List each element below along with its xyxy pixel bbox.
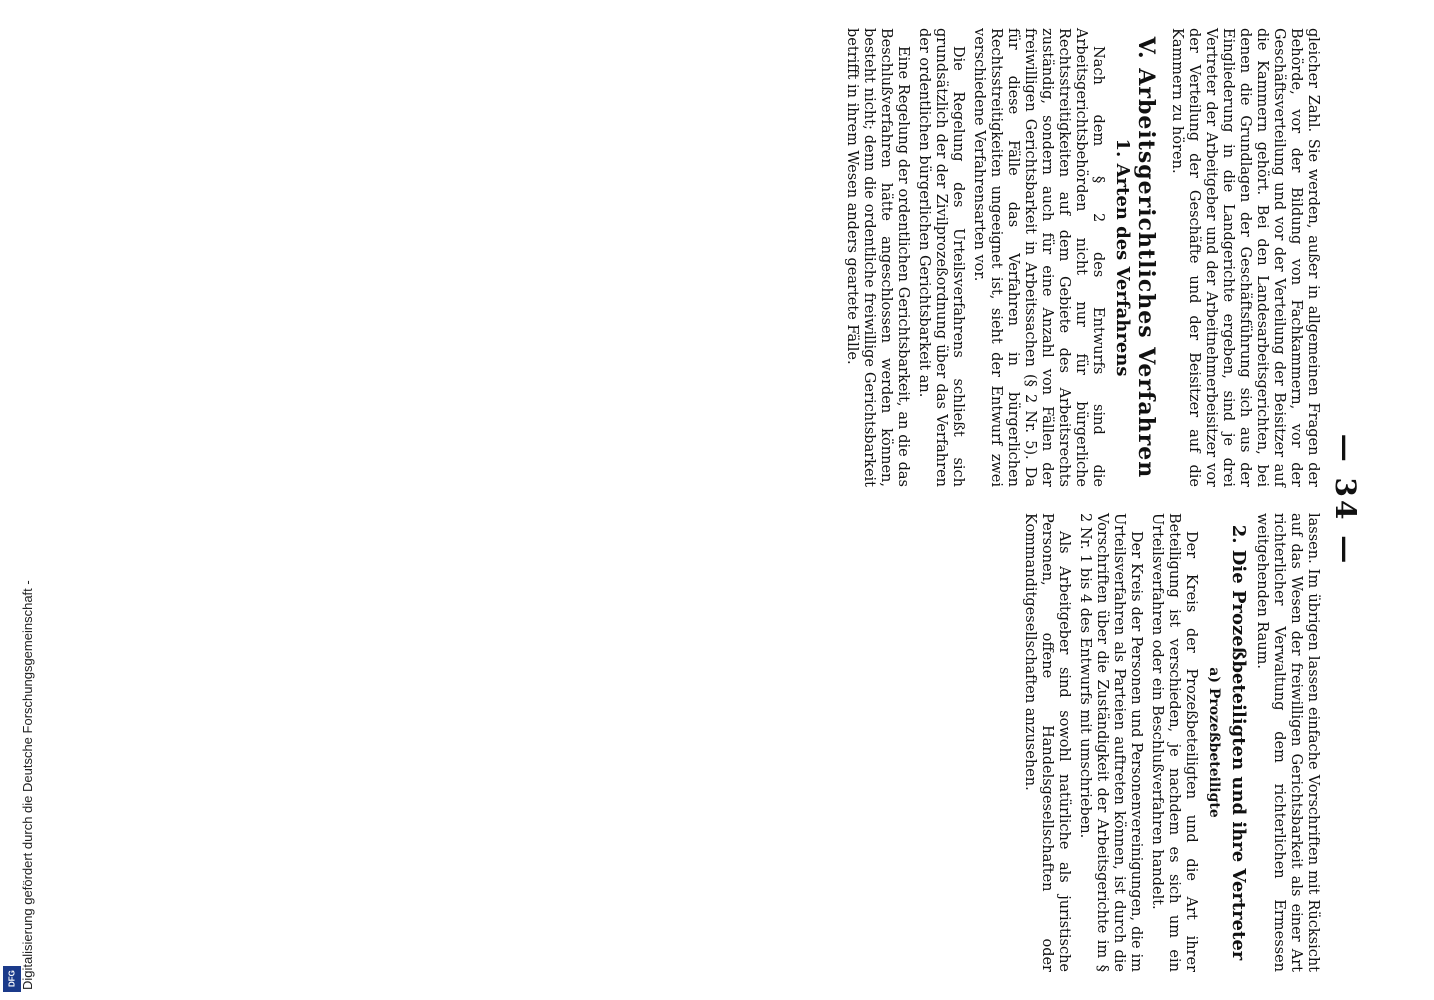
subsection-heading-2: 2. Die Prozeßbeteiligten und ihre Vertreter — [1228, 524, 1249, 961]
right-column — [839, 513, 1321, 972]
subsection-heading-2a: a) Prozeßbeteiligte — [1206, 667, 1222, 818]
right-paragraph-3: Als Arbeitgeber sind sowohl natürliche als juristische Personen, offene Handelsgesellschaften oder Kommanditgesellschaften anzusehen. — [1022, 513, 1072, 972]
right-intro-paragraph: lassen. Im übrigen lassen einfache Vorschriften mit Rücksicht auf das Wesen der freiwilligen Gerichtsbarkeit als einer Art richterlicher Verwaltung dem richterlichen Ermessen weitgehenden Raum. — [1254, 513, 1321, 972]
left-paragraph-3: Eine Regelung der ordentlichen Gerichtsbarkeit, an die das Beschlußverfahren hätte angeschlossen werden können, besteht nicht; denn die ordentliche freiwillige Gerichtsbarkeit betrifft in ihrem Wesen anders geartete Fälle. — [844, 28, 911, 487]
left-paragraph-1: Nach dem § 2 des Entwurfs sind die Arbeitsgerichtsbehörden nicht nur für bürgerliche Rechtsstreitigkeiten auf dem Gebiete des Arbeitsrechts zuständig, sondern auch für eine Anzahl von Fällen der freiwilligen Gerichtsbarkeit in Arbeitssachen (§ 2 Nr. 5). Da für diese Fälle das Verfahren in bürgerlichen Rechtsstreitigkeiten ungeeignet ist, sieht der Entwurf zwei verschiedene Verfahrensarten vor. — [971, 28, 1106, 487]
left-column — [839, 28, 1321, 487]
section-heading: V. Arbeitsgerichtliches Verfahren — [1133, 36, 1159, 479]
right-paragraph-1: Der Kreis der Prozeßbeteiligten und die Art ihrer Beteiligung ist verschieden, je nachdem es sich um ein Urteilsverfahren oder ein Beschlußverfahren handelt. — [1149, 513, 1199, 972]
right-paragraph-2: Der Kreis der Personen und Personenvereinigungen, die im Urteilsverfahren als Parteien auftreten können, ist durch die Vorschriften über die Zuständigkeit der Arbeitsgerichte im § 2 Nr. 1 bis 4 des Entwurfs mit umschrieben. — [1077, 513, 1144, 972]
digitization-note: Digitalisierung gefördert durch die Deutsche Forschungsgemeinschaft - — [20, 580, 35, 990]
left-intro-paragraph: gleicher Zahl. Sie werden, außer in allgemeinen Fragen der Behörde, vor der Bildung von Fachkammern, vor der Geschäftsverteilung und vor der Verteilung der Beisitzer auf die Kammern gehört. Bei den Landesarbeitsgerichten, bei denen die Grundlagen der Geschäftsführung sich aus der Eingliederung in die Landgerichte ergeben, sind je drei Vertreter der Arbeitgeber und der Arbeitnehmerbeisitzer vor der Verteilung der Geschäfte und der Beisitzer auf die Kammern zu hören. — [1169, 28, 1321, 487]
dfg-logo-label: DFG — [7, 970, 17, 988]
subsection-heading-1: 1. Arten des Verfahrens — [1112, 138, 1133, 377]
left-paragraph-2: Die Regelung des Urteilsverfahrens schließt sich grundsätzlich der der Zivilprozeßordnung über das Verfahren der ordentlichen bürgerlichen Gerichtsbarkeit an. — [916, 28, 966, 487]
document-page — [152, 0, 1392, 1000]
page-number: — 34 — — [1329, 433, 1362, 567]
dfg-logo-icon — [3, 966, 21, 992]
